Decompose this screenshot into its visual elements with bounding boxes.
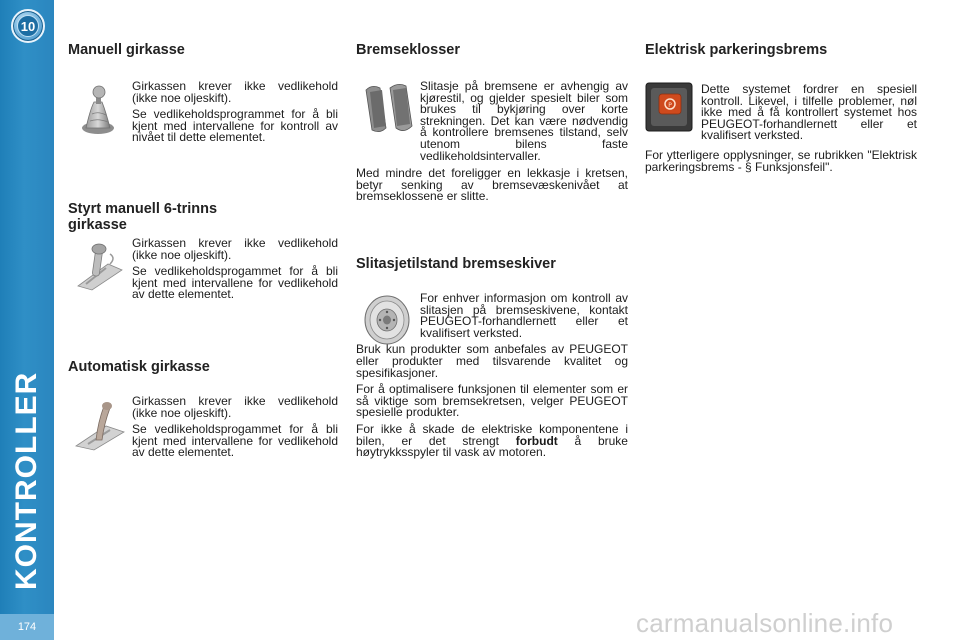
brake-pads-text <box>356 81 628 208</box>
brake-pads-p2: Med mindre det foreligger en lekkasje i kretsen, betyr senking av bremsevæskenivået at bremseklossene er slitte. <box>356 166 628 204</box>
heading-brake-discs: Slitasjetilstand bremseskiver <box>356 256 556 272</box>
chapter-sidebar <box>0 0 54 640</box>
electric-parking-brake-p2: For ytterligere opplysninger, se rubrikken "Elektrisk parkeringsbrems - § Funksjonsfeil". <box>645 147 917 174</box>
brake-pads-p1: Slitasje på bremsene er avhengig av kjørestil, og gjelder spesielt biler som brukes til bykjøring over korte strekningen. Det kan være nødvendig å kontrollere bremsenes tilstand, selv utenom bilens faste vedlikeholdsintervaller. <box>420 79 628 163</box>
automatic-gearbox-text <box>132 396 338 464</box>
chapter-title: KONTROLLER <box>10 371 43 590</box>
page-number: 174 <box>0 614 54 640</box>
watermark: carmanualsonline.info <box>636 608 894 638</box>
heading-electric-parking-brake: Elektrisk parkeringsbrems <box>645 42 828 58</box>
brake-discs-p1: For enhver informasjon om kontroll av slitasjen på bremseskivene, kontakt PEUGEOT-forhandlernett eller et kvalifisert verksted. <box>420 291 628 340</box>
heading-six-speed-gearbox <box>68 201 217 233</box>
six-speed-p2: Se vedlikeholdsprogammet for å bli kjent med intervallene for vedlikehold av dette elementet. <box>132 264 338 302</box>
brake-discs-p4-end: å bruke høytrykksspyler til vask av motoren. <box>356 433 628 460</box>
manual-gearbox-text <box>132 81 338 149</box>
svg-text:P: P <box>668 102 672 109</box>
brake-discs-p2: Bruk kun produkter som anbefales av PEUGEOT eller produkter med tilsvarende kvalitet og spesifikasjoner. <box>356 342 628 380</box>
electric-parking-brake-text <box>645 84 917 178</box>
heading-six-speed-line2: girkasse <box>68 217 127 233</box>
brake-discs-text <box>356 293 628 464</box>
electric-parking-brake-p1: Dette systemet fordrer en spesiell kontroll. Likevel, i tilfelle problemer, nøl ikke med å få kontrollert systemet hos PEUGEOT-forhandlernett eller et kvalifisert verksted. <box>701 82 917 143</box>
automatic-gear-selector-icon <box>74 400 126 452</box>
six-speed-p1: Girkassen krever ikke vedlikehold (ikke noe oljeskift). <box>132 236 338 262</box>
brake-discs-p4-forbidden: forbudt <box>515 433 558 448</box>
brake-discs-p4-start: For ikke å skade de elektriske komponentene i bilen, er det strengt <box>356 421 628 448</box>
automatic-gearbox-p2: Se vedlikeholdsprogammet for å bli kjent med intervallene for vedlikehold av dette elementet. <box>132 422 338 460</box>
brake-discs-p4 <box>356 421 628 460</box>
manual-gearbox-p2: Se vedlikeholdsprogrammet for å bli kjent med intervallene for kontroll av nivået til dette elementet. <box>132 107 338 145</box>
chapter-number: 10 <box>17 15 39 37</box>
brake-discs-p3: For å optimalisere funksjonen til elementer som er så viktige som bremsekretsen, velger PEUGEOT spesielle produkter. <box>356 382 628 420</box>
heading-automatic-gearbox: Automatisk girkasse <box>68 359 210 375</box>
heading-manual-gearbox: Manuell girkasse <box>68 42 185 58</box>
manual-gear-lever-icon <box>76 84 124 136</box>
six-speed-gearbox-icon <box>74 242 126 292</box>
automatic-gearbox-p1: Girkassen krever ikke vedlikehold (ikke noe oljeskift). <box>132 394 338 420</box>
six-speed-text <box>132 238 338 306</box>
heading-six-speed-line1: Styrt manuell 6-trinns <box>68 201 218 217</box>
heading-brake-pads: Bremseklosser <box>356 42 460 58</box>
manual-gearbox-p1: Girkassen krever ikke vedlikehold (ikke noe oljeskift). <box>132 79 338 105</box>
